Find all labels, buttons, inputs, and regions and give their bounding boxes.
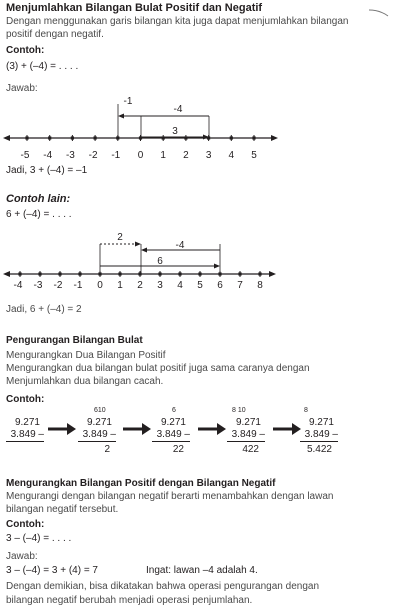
arrow-plus-6	[100, 256, 220, 269]
step-5-bottom: 3.849 –	[304, 429, 338, 440]
arrow-1-icon	[47, 422, 77, 441]
number-line-point	[48, 136, 51, 139]
step-2-top: 9.271	[86, 417, 112, 428]
number-line-tick-label: -5	[20, 150, 30, 161]
step-3-underline	[152, 441, 190, 442]
step-4-bottom: 3.849 –	[231, 429, 265, 440]
hint-lawan: Ingat: lawan –4 adalah 4.	[146, 565, 258, 576]
arrow-2-icon	[122, 422, 152, 441]
answer-3: 3 – (–4) = 3 + (4) = 7	[6, 565, 98, 576]
number-line-tick-label: -1	[73, 280, 83, 290]
step-2-result: 2	[104, 444, 110, 455]
number-line-point	[158, 272, 161, 275]
closing-line-1: Dengan demikian, bisa dikatakan bahwa operasi pengurangan dengan	[6, 581, 320, 592]
contoh-label-1: Contoh:	[6, 45, 45, 56]
number-line-ticks	[21, 135, 258, 161]
number-line-point	[58, 272, 61, 275]
number-line-point	[238, 272, 241, 275]
step-1-bottom: 3.849 –	[10, 429, 44, 440]
number-line-tick-label: -2	[88, 150, 98, 161]
step-5-top: 9.271	[308, 417, 334, 428]
number-line-tick-label: 5	[197, 280, 203, 290]
arrow-label-minus-4: -4	[173, 104, 183, 115]
step-5-carry: 8	[304, 407, 308, 414]
number-line-point	[252, 136, 255, 139]
section4-line-2: bilangan negatif tersebut.	[6, 504, 119, 515]
arrow-label-3: 3	[172, 126, 178, 137]
number-line-tick-label: 0	[137, 150, 144, 161]
body-line-1: Mengurangkan dua bilangan bulat positif juga sama caranya dengan	[6, 363, 310, 374]
problem-2: 6 + (–4) = . . . .	[6, 209, 72, 220]
conclusion-1: Jadi, 3 + (–4) = –1	[6, 165, 88, 176]
step-3-carry: 6	[172, 407, 176, 414]
step-3-top: 9.271	[160, 417, 186, 428]
section-title-kurang-negatif: Mengurangkan Bilangan Positif dengan Bilangan Negatif	[6, 478, 276, 489]
step-1-top: 9.271	[14, 417, 40, 428]
contoh-lain-title: Contoh lain:	[6, 193, 71, 205]
number-line-tick-label: 7	[237, 280, 243, 290]
problem-1: (3) + (–4) = . . . .	[6, 61, 79, 72]
number-line-point	[94, 136, 97, 139]
step-3-bottom: 3.849 –	[156, 429, 190, 440]
step-3-result: 22	[172, 444, 184, 455]
number-line-tick-label: 5	[251, 150, 257, 161]
section4-line-1: Mengurangi dengan bilangan negatif berarti menambahkan dengan lawan	[6, 491, 334, 502]
number-line-point	[198, 272, 201, 275]
arrow-3-icon	[197, 422, 227, 441]
step-1-underline	[6, 441, 44, 442]
closing-line-2: bilangan negatif berubah menjadi operasi penjumlahan.	[6, 595, 253, 606]
step-4-top: 9.271	[235, 417, 261, 428]
number-line-tick-label: -3	[33, 280, 43, 290]
number-line-tick-label: -4	[13, 280, 23, 290]
step-2-bottom: 3.849 –	[82, 429, 116, 440]
number-line-tick-label: 3	[157, 280, 163, 290]
jawab-label-3: Jawab:	[6, 551, 38, 562]
contoh-label-3: Contoh:	[6, 519, 45, 530]
section-title-pengurangan: Pengurangan Bilangan Bulat	[6, 335, 143, 346]
subtraction-steps	[0, 404, 404, 454]
number-line-tick-label: 1	[160, 150, 166, 161]
number-line-point	[38, 272, 41, 275]
step-5-underline	[300, 441, 338, 442]
step-5-result: 5.422	[306, 444, 332, 455]
body-line-2: Menjumlahkan dua bilangan cacah.	[6, 376, 164, 387]
problem-3: 3 – (–4) = . . . .	[6, 533, 72, 544]
contoh-label-2: Contoh:	[6, 394, 45, 405]
step-2-underline	[78, 441, 116, 442]
page-corner-curl	[368, 8, 390, 18]
result-marker-label: -1	[123, 96, 133, 107]
conclusion-2: Jadi, 6 + (–4) = 2	[6, 304, 82, 315]
number-line-tick-label: -2	[53, 280, 63, 290]
number-line-tick-label: -4	[43, 150, 53, 161]
subtitle-dua-bilangan-positif: Mengurangkan Dua Bilangan Positif	[6, 350, 166, 361]
arrow-minus-4	[141, 240, 220, 253]
number-line-point	[118, 272, 121, 275]
number-line-point	[258, 272, 261, 275]
number-line-tick-label: 4	[228, 150, 235, 161]
number-line-point	[178, 272, 181, 275]
number-line-tick-label: -1	[111, 150, 121, 161]
number-line-tick-label: 4	[177, 280, 183, 290]
number-line-tick-label: 6	[217, 280, 223, 290]
result-marker-label: 2	[117, 232, 123, 243]
number-line-point	[71, 136, 74, 139]
step-4-underline	[227, 441, 265, 442]
arrow-label-6: 6	[157, 256, 163, 267]
number-line-point	[78, 272, 81, 275]
jawab-label-1: Jawab:	[6, 83, 38, 94]
number-line-diagram-1	[0, 90, 404, 162]
number-line-tick-label: 8	[257, 280, 263, 290]
number-line-tick-label: 1	[117, 280, 123, 290]
number-line-point	[25, 136, 28, 139]
number-line-point	[230, 136, 233, 139]
number-line-tick-label: 2	[183, 150, 189, 161]
step-4-result: 422	[242, 444, 259, 455]
number-line-tick-label: 3	[205, 150, 212, 161]
step-4-carry: 8 10	[232, 407, 246, 414]
number-line-tick-label: 2	[137, 280, 143, 290]
number-line-tick-label: -3	[65, 150, 75, 161]
section-title-penjumlahan: Menjumlahkan Bilangan Bulat Positif dan Negatif	[6, 2, 263, 14]
number-line-diagram-2	[0, 226, 404, 290]
number-line-tick-label: 0	[97, 280, 103, 290]
intro-line-2: positif dengan negatif.	[6, 29, 104, 40]
arrow-label-minus-4: -4	[175, 240, 185, 251]
dashed-result-arrow	[100, 232, 141, 247]
number-line-point	[18, 272, 21, 275]
step-2-carry: 610	[94, 407, 106, 414]
intro-line-1: Dengan menggunakan garis bilangan kita juga dapat menjumlahkan bilangan	[6, 16, 349, 27]
